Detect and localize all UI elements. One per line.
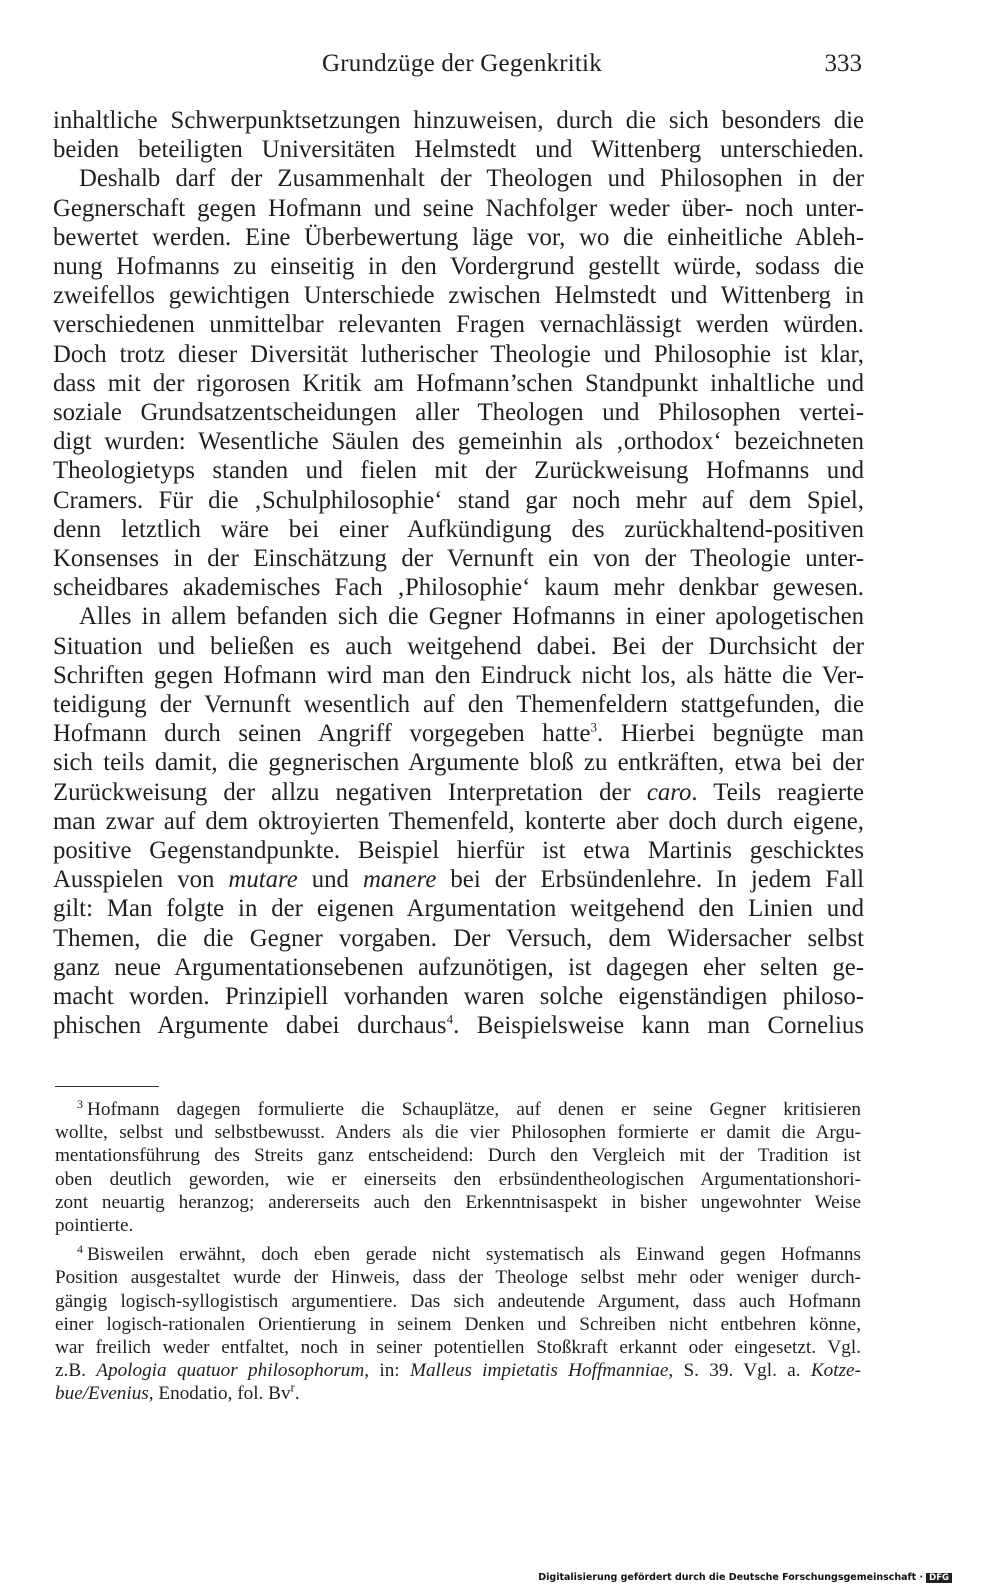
text-segment: z.B. bbox=[55, 1360, 97, 1382]
text-line: positive Gegenstandpunkte. Beispiel hierfür ist etwa Martinis geschicktes bbox=[53, 837, 864, 865]
text-line bbox=[53, 865, 864, 894]
text-line: man zwar auf dem oktroyierten Themenfeld, konterte aber doch durch eigene, bbox=[53, 807, 864, 835]
footnote-line: mentationsführung des Streits ganz entscheidend: Durch den Vergleich mit der Tradition ist bbox=[55, 1145, 861, 1167]
running-title: Grundzüge der Gegenkritik bbox=[322, 50, 602, 77]
paragraph-2 bbox=[53, 164, 864, 602]
funding-note bbox=[538, 1572, 952, 1583]
text-line bbox=[53, 1011, 864, 1040]
text-line: sich teils damit, die gegnerischen Argumente bloß zu entkräften, etwa bei der bbox=[53, 749, 864, 777]
footnote-line: oben deutlich geworden, wie er einerseits den erbsündentheologischen Argumentationshori- bbox=[55, 1168, 861, 1190]
footnote-line: einer logisch-rationalen Orientierung in seinem Denken und Schreiben nicht entbehren könne, bbox=[55, 1313, 861, 1335]
text-line: dass mit der rigorosen Kritik am Hofmann’schen Standpunkt inhaltliche und bbox=[53, 369, 864, 397]
text-line: beiden beteiligten Universitäten Helmstedt und Wittenberg unterschieden. bbox=[53, 136, 864, 164]
footnote-line: wollte, selbst und selbstbewusst. Anders als die vier Philosophen formierte er damit die Argu- bbox=[55, 1122, 861, 1144]
text-line: Deshalb darf der Zusammenhalt der Theologen und Philosophen in der bbox=[79, 165, 864, 193]
footnote-line: gängig logisch-syllogistisch argumentiere. Das sich andeutende Argument, dass auch Hofmann bbox=[55, 1290, 861, 1312]
text-line: Situation und beließen es auch weitgehend dabei. Bei der Durchsicht der bbox=[53, 632, 864, 660]
text-segment: phischen Argumente dabei durchaus bbox=[53, 1012, 447, 1040]
text-line: Themen, die die Gegner vorgaben. Der Versuch, dem Widersacher selbst bbox=[53, 924, 864, 952]
text-line: denn letztlich wäre bei einer Aufkündigung des zurückhaltend-positiven bbox=[53, 515, 864, 543]
text-line: Cramers. Für die ‚Schulphilosophie‘ stand gar noch mehr auf dem Spiel, bbox=[53, 486, 864, 514]
text-line: zweifellos gewichtigen Unterschiede zwischen Helmstedt und Wittenberg in bbox=[53, 282, 864, 310]
text-line: digt wurden: Wesentliche Säulen des gemeinhin als ‚orthodox‘ bezeichneten bbox=[53, 428, 864, 456]
text-segment: , Enodatio, fol. Bv bbox=[148, 1383, 291, 1405]
footnote-ref-3[interactable]: 3 bbox=[590, 720, 597, 735]
text-segment: . bbox=[294, 1383, 300, 1405]
text-line: Alles in allem befanden sich die Gegner Hofmanns in einer apologetischen bbox=[79, 603, 864, 631]
text-line: ganz neue Argumentationsebenen aufzunötigen, ist dagegen eher selten ge- bbox=[53, 953, 864, 981]
italic-title: Apologia quatuor philosophorum bbox=[96, 1360, 365, 1382]
text-line: teidigung der Vernunft wesentlich auf den Themenfeldern stattgefunden, die bbox=[53, 691, 864, 719]
text-segment: . Beispielsweise kann man Cornelius bbox=[453, 1012, 864, 1040]
footnote-separator bbox=[55, 1086, 159, 1087]
text-line: gilt: Man folgte in der eigenen Argumentation weitgehend den Linien und bbox=[53, 895, 864, 923]
italic-term: caro bbox=[646, 778, 692, 806]
italic-title: Malleus impietatis Hoffmanniae bbox=[409, 1360, 669, 1382]
italic-term: mutare bbox=[228, 866, 298, 894]
running-header bbox=[322, 50, 862, 84]
text-line: soziale Grundsatzentscheidungen aller Theologen und Philosophen vertei- bbox=[53, 399, 864, 427]
paragraph-3 bbox=[53, 602, 864, 1040]
text-line bbox=[53, 719, 864, 748]
text-line: Konsenses in der Einschätzung der Vernunft ein von der Theologie unter- bbox=[53, 545, 864, 573]
text-segment: Hofmann dagegen formulierte die Schauplätze, auf denen er seine Gegner kritisieren bbox=[87, 1099, 861, 1120]
main-text bbox=[53, 106, 864, 1041]
text-line bbox=[53, 778, 864, 807]
text-segment: . Hierbei begnügte man bbox=[597, 720, 864, 748]
text-line: bewertet werden. Eine Überbewertung läge vor, wo die einheitliche Ableh- bbox=[53, 223, 864, 251]
text-line: Schriften gegen Hofmann wird man den Eindruck nicht los, als hätte die Ver- bbox=[53, 661, 864, 689]
folio-superscript: r bbox=[290, 1380, 295, 1396]
footnote-marker: 4 bbox=[77, 1241, 83, 1256]
text-line: nung Hofmanns zu einseitig in den Vordergrund gestellt würde, sodass die bbox=[53, 253, 864, 281]
footnote-line: Position ausgestaltet wurde der Hinweis, dass der Theologe selbst mehr oder weniger durch- bbox=[55, 1267, 861, 1289]
text-segment: , in: bbox=[364, 1360, 410, 1382]
footnote-line bbox=[55, 1382, 861, 1405]
footnote-marker: 3 bbox=[77, 1096, 83, 1111]
text-line: inhaltliche Schwerpunktsetzungen hinzuweisen, durch die sich besonders die bbox=[53, 107, 864, 134]
text-segment: , S. 39. Vgl. a. bbox=[668, 1360, 811, 1382]
footnote-ref-4[interactable]: 4 bbox=[446, 1012, 454, 1028]
italic-author: Kotze- bbox=[810, 1360, 861, 1382]
footnote-line bbox=[55, 1098, 861, 1121]
italic-term: manere bbox=[362, 866, 437, 894]
text-segment: Bisweilen erwähnt, doch eben gerade nicht systematisch als Einwand gegen Hofmanns bbox=[87, 1244, 861, 1266]
footnote-4 bbox=[55, 1243, 861, 1405]
footnote-line bbox=[55, 1359, 861, 1382]
text-line: Gegnerschaft gegen Hofmann und seine Nachfolger weder über- noch unter- bbox=[53, 194, 864, 222]
text-segment: Hofmann durch seinen Angriff vorgegeben hatte bbox=[53, 720, 591, 748]
text-line: verschiedenen unmittelbar relevanten Fragen vernachlässigt werden würden. bbox=[53, 311, 864, 339]
italic-author: bue/Evenius bbox=[55, 1383, 149, 1405]
funding-text: Digitalisierung gefördert durch die Deutsche Forschungsgemeinschaft · bbox=[538, 1572, 924, 1583]
footnote-line bbox=[55, 1243, 861, 1266]
text-segment: Ausspielen von bbox=[53, 866, 229, 894]
footnote-line: war freilich weder entfaltet, noch in seiner potentiellen Stoßkraft erkannt oder eingesetzt. Vgl. bbox=[55, 1337, 861, 1359]
text-segment: . Teils reagierte bbox=[691, 778, 864, 806]
footnote-3 bbox=[55, 1098, 861, 1237]
footnotes bbox=[55, 1098, 861, 1406]
page-number: 333 bbox=[824, 50, 862, 77]
paragraph-1 bbox=[53, 106, 864, 164]
text-line: scheidbares akademisches Fach ‚Philosophie‘ kaum mehr denkbar gewesen. bbox=[53, 574, 864, 602]
text-segment: Zurückweisung der allzu negativen Interpretation der bbox=[53, 778, 647, 806]
footnote-line: pointierte. bbox=[55, 1215, 134, 1237]
text-line: Doch trotz dieser Diversität lutherischer Theologie und Philosophie ist klar, bbox=[53, 340, 864, 368]
dfg-logo: DFG bbox=[926, 1573, 952, 1583]
text-segment: und bbox=[297, 866, 363, 894]
text-segment: bei der Erbsündenlehre. In jedem Fall bbox=[436, 866, 865, 894]
text-line: macht worden. Prinzipiell vorhanden waren solche eigenständigen philoso- bbox=[53, 983, 864, 1011]
footnote-line: zont neuartig heranzog; andererseits auch den Erkenntnisaspekt in bisher ungewohnter Weise bbox=[55, 1191, 861, 1213]
text-line: Theologietyps standen und fielen mit der Zurückweisung Hofmanns und bbox=[53, 457, 864, 485]
